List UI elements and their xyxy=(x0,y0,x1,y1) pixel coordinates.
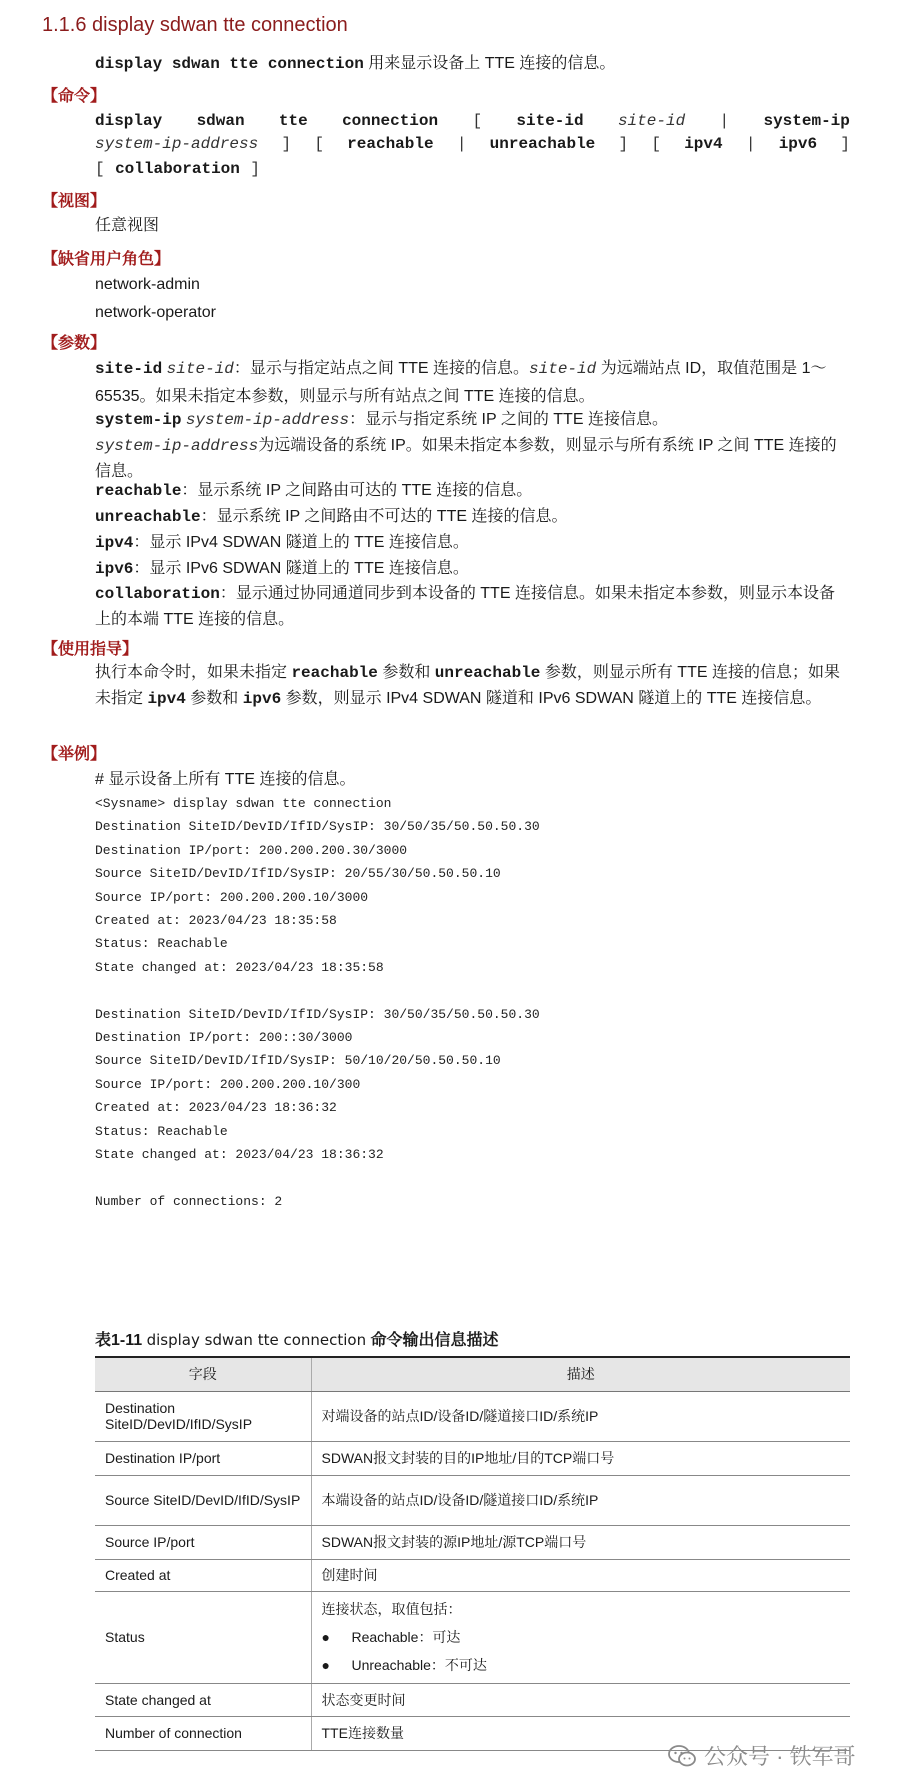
wechat-icon xyxy=(668,1745,696,1767)
param-ipv6 xyxy=(95,555,850,583)
param-keyword: site-id xyxy=(95,360,163,378)
usage-keyword: unreachable xyxy=(434,664,541,682)
usage-keyword: reachable xyxy=(291,664,378,682)
syntax-token: system-ip xyxy=(763,112,850,130)
bullet-icon: ● xyxy=(321,1657,330,1673)
syntax-token: ipv6 xyxy=(778,135,818,153)
syntax-token: sdwan xyxy=(196,112,245,130)
bullet-icon: ● xyxy=(321,1629,330,1645)
usage-text: 执行本命令时，如果未指定 xyxy=(95,664,292,681)
header-description: 描述 xyxy=(311,1357,850,1391)
section-title: 1.1.6 display sdwan tte connection xyxy=(42,14,348,36)
syntax-token: ] xyxy=(281,135,292,153)
usage-text: 参数，则显示所有 TTE 连接的信息；如果未指定 xyxy=(95,664,840,707)
syntax-token: system-ip-address xyxy=(95,135,259,153)
role-admin: network-admin xyxy=(95,276,200,293)
syntax-token: | xyxy=(719,112,730,130)
caption-command: display sdwan tte connection xyxy=(146,1331,367,1349)
syntax-token: ipv4 xyxy=(684,135,723,153)
syntax-token: [ xyxy=(472,112,483,130)
param-reachable xyxy=(95,477,850,505)
syntax-token: display xyxy=(95,112,163,130)
cell-desc: 对端设备的站点ID/设备ID/隧道接口ID/系统IP xyxy=(311,1391,850,1441)
syntax-token: [ xyxy=(314,135,324,153)
param-text: ：显示与指定系统 IP 之间的 TTE 连接信息。 xyxy=(349,411,668,428)
header-field: 字段 xyxy=(95,1357,311,1391)
syntax-token: ] xyxy=(840,135,850,153)
status-bullet xyxy=(322,1623,841,1651)
heading-roles: 【缺省用户角色】 xyxy=(42,251,171,268)
usage-keyword: ipv4 xyxy=(147,690,186,708)
param-keyword: system-ip xyxy=(95,411,182,429)
output-description-table xyxy=(95,1356,850,1751)
table-row xyxy=(95,1559,850,1591)
param-arg: site-id xyxy=(166,360,234,378)
param-text: 为远端设备的系统 IP。如果未指定本参数，则显示与所有系统 IP 之间 TTE 连接的信息。 xyxy=(95,437,837,480)
cell-desc: TTE连接数量 xyxy=(311,1716,850,1750)
syntax-line-2 xyxy=(95,131,850,157)
cell-desc: SDWAN报文封装的目的IP地址/目的TCP端口号 xyxy=(311,1441,850,1475)
cell-desc: 状态变更时间 xyxy=(311,1683,850,1716)
syntax-token: collaboration xyxy=(115,160,240,178)
status-bullet xyxy=(322,1651,841,1679)
cell-field: Number of connection xyxy=(95,1716,311,1750)
usage-text: 参数，则显示 IPv4 SDWAN 隧道和 IPv6 SDWAN 隧道上的 TTE 连接信息。 xyxy=(281,690,822,707)
caption-text: 命令输出信息描述 xyxy=(366,1332,499,1349)
cell-field: Source IP/port xyxy=(95,1525,311,1559)
cell-field: Destination IP/port xyxy=(95,1441,311,1475)
cell-field: Created at xyxy=(95,1559,311,1591)
param-text: ：显示系统 IP 之间路由可达的 TTE 连接的信息。 xyxy=(181,482,533,499)
param-text: ：显示系统 IP 之间路由不可达的 TTE 连接的信息。 xyxy=(200,508,568,525)
param-arg: system-ip-address xyxy=(185,411,350,429)
param-keyword: reachable xyxy=(95,482,182,500)
heading-examples: 【举例】 xyxy=(42,746,107,763)
table-row xyxy=(95,1683,850,1716)
param-keyword: ipv6 xyxy=(95,560,134,578)
table-row xyxy=(95,1591,850,1683)
param-arg: system-ip-address xyxy=(95,437,259,455)
table-row xyxy=(95,1441,850,1475)
view-text: 任意视图 xyxy=(95,217,160,234)
param-collaboration xyxy=(95,581,850,632)
intro-text: 用来显示设备上 TTE 连接的信息。 xyxy=(368,55,616,72)
param-text: ：显示 IPv4 SDWAN 隧道上的 TTE 连接信息。 xyxy=(133,534,469,551)
param-ipv4 xyxy=(95,529,850,557)
syntax-token: | xyxy=(745,135,756,153)
param-text: ：显示与指定站点之间 TTE 连接的信息。 xyxy=(233,360,530,377)
param-arg: site-id xyxy=(529,360,597,378)
intro-paragraph xyxy=(95,50,850,78)
caption-label: 表1-11 xyxy=(95,1332,147,1349)
syntax-token: site-id xyxy=(516,112,584,130)
status-desc: 连接状态，取值包括： xyxy=(321,1601,462,1617)
cell-field: State changed at xyxy=(95,1683,311,1716)
param-unreachable xyxy=(95,503,850,531)
param-keyword: unreachable xyxy=(95,508,201,526)
intro-command: display sdwan tte connection xyxy=(95,55,364,73)
example-comment: # 显示设备上所有 TTE 连接的信息。 xyxy=(95,771,356,788)
cell-desc: 本端设备的站点ID/设备ID/隧道接口ID/系统IP xyxy=(311,1475,850,1525)
table-row xyxy=(95,1475,850,1525)
table-row xyxy=(95,1525,850,1559)
usage-keyword: ipv6 xyxy=(242,690,282,708)
table-caption xyxy=(95,1327,499,1350)
heading-usage: 【使用指导】 xyxy=(42,641,139,658)
usage-paragraph xyxy=(95,660,850,712)
cell-field: Status xyxy=(95,1591,311,1683)
syntax-token: [ xyxy=(651,135,661,153)
syntax-token: site-id xyxy=(617,112,686,130)
syntax-token: [ xyxy=(95,160,105,178)
param-text: ：显示通过协同通道同步到本设备的 TTE 连接信息。如果未指定本参数，则显示本设备上的本端 TTE 连接的信息。 xyxy=(95,585,835,628)
syntax-line-3 xyxy=(95,156,260,182)
table-header-row xyxy=(95,1357,850,1391)
syntax-token: reachable xyxy=(347,135,434,153)
code-block: <Sysname> display sdwan tte connection Destination SiteID/DevID/IfID/SysIP: 30/50/35/50.50.50.30 Destination IP/port: 200.200.200.30/3000 Source SiteID/DevID/IfID/SysIP: 20/55/30/50.50.50.10 Source IP/port: 200.200.200.10/3000 Created at: 2023/04/23 18:35:58 Status: Reachable State changed at: 2023/04/23 18:35:58 Destination SiteID/DevID/IfID/SysIP: 30/50/35/50.50.50.30 Destination IP/port: 200::30/3000 Source SiteID/DevID/IfID/SysIP: 50/10/20/50.50.50.10 Source IP/port: 200.200.200.10/300 Created at: 2023/04/23 18:36:32 Status: Reachable State changed at: 2023/04/23 18:36:32 Number of connections: 2 xyxy=(95,796,540,1209)
syntax-token: tte xyxy=(278,112,308,130)
table-row xyxy=(95,1391,850,1441)
syntax-token: | xyxy=(456,135,467,153)
param-keyword: collaboration xyxy=(95,585,220,603)
syntax-token: ] xyxy=(250,160,260,178)
watermark xyxy=(668,1740,856,1771)
param-text: ：显示 IPv6 SDWAN 隧道上的 TTE 连接信息。 xyxy=(133,560,469,577)
syntax-token: connection xyxy=(342,112,439,130)
bullet-text: Unreachable：不可达 xyxy=(351,1657,487,1673)
param-text: 为远端站点 ID，取值范围是 1～65535。如果未指定本参数，则显示与所有站点之间 TTE 连接的信息。 xyxy=(95,360,827,405)
syntax-token: unreachable xyxy=(489,135,596,153)
cell-desc: SDWAN报文封装的源IP地址/源TCP端口号 xyxy=(311,1525,850,1559)
param-site-id xyxy=(95,355,850,410)
cell-desc-status xyxy=(311,1591,850,1683)
cell-field: Destination SiteID/DevID/IfID/SysIP xyxy=(95,1391,311,1441)
bullet-text: Reachable：可达 xyxy=(351,1629,461,1645)
heading-command: 【命令】 xyxy=(42,88,107,105)
cell-desc: 创建时间 xyxy=(311,1559,850,1591)
usage-text: 参数和 xyxy=(377,664,435,681)
heading-params: 【参数】 xyxy=(42,335,107,352)
cell-field: Source SiteID/DevID/IfID/SysIP xyxy=(95,1475,311,1525)
heading-view: 【视图】 xyxy=(42,193,107,210)
role-operator: network-operator xyxy=(95,304,216,321)
usage-text: 参数和 xyxy=(185,690,243,707)
watermark-text: 公众号 · 铁军哥 xyxy=(704,1744,856,1769)
syntax-token: ] xyxy=(618,135,629,153)
param-system-ip xyxy=(95,407,850,484)
param-keyword: ipv4 xyxy=(95,534,134,552)
